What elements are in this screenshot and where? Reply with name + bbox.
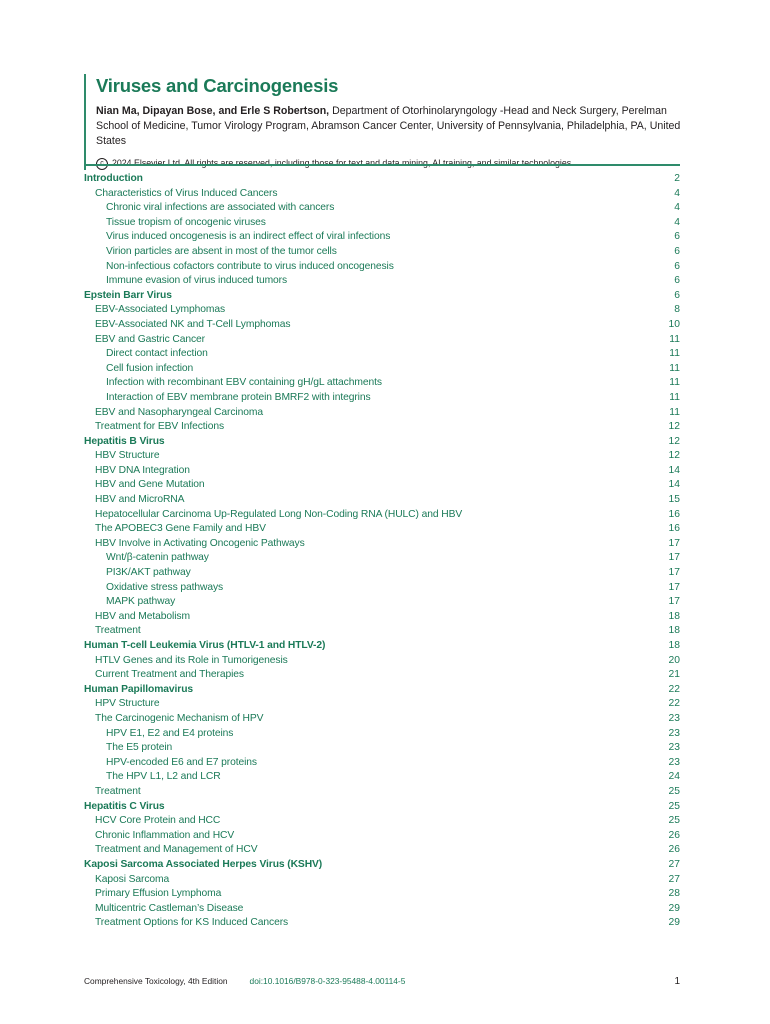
toc-entry-page[interactable]: 11 — [669, 406, 680, 418]
toc-entry[interactable] — [84, 347, 680, 362]
toc-entry[interactable] — [84, 551, 680, 566]
toc-entry-label[interactable]: The E5 protein — [106, 742, 173, 754]
toc-entry-page[interactable]: 23 — [668, 712, 680, 724]
toc-entry-page[interactable]: 15 — [668, 494, 680, 506]
toc-entry-label[interactable]: HBV and Gene Mutation — [95, 479, 205, 491]
toc-entry-page[interactable]: 4 — [674, 202, 680, 214]
toc-entry-page[interactable]: 17 — [668, 552, 680, 564]
toc-entry-page[interactable]: 27 — [668, 858, 680, 870]
toc-entry-label[interactable]: Non-infectious cofactors contribute to virus induced oncogenesis — [106, 260, 394, 272]
toc-entry[interactable] — [84, 683, 680, 698]
toc-entry[interactable] — [84, 610, 680, 625]
toc-entry[interactable] — [84, 435, 680, 450]
toc-entry-page[interactable]: 6 — [674, 289, 680, 301]
toc-entry-label[interactable]: Human T-cell Leukemia Virus (HTLV-1 and HTLV-2) — [84, 640, 326, 651]
toc-entry-label[interactable]: Treatment and Management of HCV — [95, 844, 258, 856]
toc-entry[interactable] — [84, 260, 680, 275]
toc-entry-label[interactable]: Treatment for EBV Infections — [95, 421, 225, 433]
toc-entry[interactable] — [84, 391, 680, 406]
toc-entry-label[interactable]: Virus induced oncogenesis is an indirect effect of viral infections — [106, 231, 391, 243]
toc-entry[interactable] — [84, 624, 680, 639]
author-affiliation — [96, 104, 696, 149]
toc-entry-page[interactable]: 25 — [668, 815, 680, 827]
toc-entry-page[interactable]: 25 — [668, 800, 680, 812]
toc-entry-label[interactable]: Immune evasion of virus induced tumors — [106, 275, 288, 287]
toc-entry-label[interactable]: Tissue tropism of oncogenic viruses — [106, 216, 266, 228]
toc-entry[interactable] — [84, 712, 680, 727]
toc-entry-page[interactable]: 6 — [674, 231, 680, 243]
toc-entry-page[interactable]: 28 — [668, 888, 680, 900]
toc-entry-label[interactable]: Introduction — [84, 173, 143, 184]
toc-entry-label[interactable]: Interaction of EBV membrane protein BMRF2 with integrins — [106, 391, 371, 403]
toc-entry-label[interactable]: Cell fusion infection — [106, 362, 194, 374]
toc-entry[interactable] — [84, 727, 680, 742]
toc-entry-page[interactable]: 4 — [674, 216, 680, 228]
toc-entry[interactable] — [84, 814, 680, 829]
toc-entry-page[interactable]: 8 — [674, 304, 680, 316]
toc-entry-page[interactable]: 27 — [668, 873, 680, 885]
toc-entry-label[interactable]: The HPV L1, L2 and LCR — [106, 771, 221, 783]
toc-entry-page[interactable]: 12 — [668, 435, 680, 447]
toc-entry[interactable] — [84, 362, 680, 377]
toc-entry[interactable] — [84, 522, 680, 537]
toc-entry-label[interactable]: HBV Structure — [95, 450, 160, 462]
toc-entry-label[interactable]: PI3K/AKT pathway — [106, 567, 191, 579]
toc-entry-label[interactable]: HPV-encoded E6 and E7 proteins — [106, 756, 257, 768]
toc-entry[interactable] — [84, 902, 680, 917]
toc-entry[interactable] — [84, 668, 680, 683]
doi-link[interactable]: doi:10.1016/B978-0-323-95488-4.00114-5 — [249, 976, 406, 986]
toc-entry-label[interactable]: Chronic viral infections are associated with cancers — [106, 202, 335, 214]
toc-entry[interactable] — [84, 376, 680, 391]
toc-entry-label[interactable]: The APOBEC3 Gene Family and HBV — [95, 523, 266, 535]
toc-entry-page[interactable]: 24 — [668, 771, 680, 783]
toc-entry[interactable] — [84, 187, 680, 202]
toc-entry[interactable] — [84, 230, 680, 245]
toc-entry-label[interactable]: Human Papillomavirus — [84, 683, 194, 695]
toc-entry-label[interactable]: Kaposi Sarcoma — [95, 873, 170, 885]
toc-entry-label[interactable]: Treatment — [95, 625, 141, 637]
toc-entry-label[interactable]: Treatment Options for KS Induced Cancers — [95, 917, 289, 929]
toc-entry-page[interactable]: 23 — [668, 756, 680, 768]
toc-entry-page[interactable]: 18 — [668, 625, 680, 637]
toc-entry[interactable] — [84, 478, 680, 493]
toc-entry-page[interactable]: 23 — [668, 742, 680, 754]
toc-entry-label[interactable]: EBV and Nasopharyngeal Carcinoma — [95, 406, 263, 418]
toc-entry[interactable] — [84, 829, 680, 844]
toc-entry-page[interactable]: 16 — [668, 508, 680, 520]
copyright-text: 2024 Elsevier Ltd. All rights are reserved, including those for text and data mining, AI training, and similar technologies. — [112, 158, 574, 168]
toc-entry-page[interactable]: 26 — [668, 844, 680, 856]
toc-entry-label[interactable]: HCV Core Protein and HCC — [95, 815, 221, 827]
toc-entry-page[interactable]: 11 — [669, 333, 680, 345]
toc-entry-label[interactable]: Current Treatment and Therapies — [95, 669, 244, 681]
toc-entry-label[interactable]: Wnt/β-catenin pathway — [106, 552, 209, 564]
toc-entry[interactable] — [84, 770, 680, 785]
toc-entry-label[interactable]: Hepatitis C Virus — [84, 800, 165, 812]
toc-entry-page[interactable]: 14 — [668, 479, 680, 491]
toc-entry-label[interactable]: EBV-Associated NK and T-Cell Lymphomas — [95, 318, 291, 330]
toc-entry[interactable] — [84, 916, 680, 931]
toc-entry-label[interactable]: Treatment — [95, 785, 141, 797]
toc-entry-page[interactable]: 16 — [668, 523, 680, 535]
toc-entry[interactable] — [84, 449, 680, 464]
toc-entry-label[interactable]: MAPK pathway — [106, 596, 176, 608]
toc-entry[interactable] — [84, 785, 680, 800]
toc-entry[interactable] — [84, 333, 680, 348]
page-footer — [84, 975, 680, 988]
toc-entry-label[interactable]: HTLV Genes and its Role in Tumorigenesis — [95, 654, 288, 666]
page-number: 1 — [674, 976, 680, 987]
toc-entry-page[interactable]: 11 — [669, 362, 680, 374]
toc-entry-label[interactable]: The Carcinogenic Mechanism of HPV — [95, 712, 264, 724]
toc-entry[interactable] — [84, 697, 680, 712]
toc-entry[interactable] — [84, 493, 680, 508]
toc-entry[interactable] — [84, 800, 680, 815]
toc-entry-page[interactable]: 6 — [674, 260, 680, 272]
toc-entry-page[interactable]: 2 — [674, 173, 680, 184]
toc-entry-label[interactable]: HBV and Metabolism — [95, 610, 190, 622]
toc-entry-page[interactable]: 14 — [668, 464, 680, 476]
toc-entry-label[interactable]: HBV Involve in Activating Oncogenic Pathways — [95, 537, 305, 549]
toc-entry[interactable] — [84, 843, 680, 858]
toc-entry[interactable] — [84, 303, 680, 318]
toc-entry[interactable] — [84, 566, 680, 581]
header-divider — [84, 164, 680, 166]
toc-entry[interactable] — [84, 464, 680, 479]
toc-entry[interactable] — [84, 508, 680, 523]
toc-entry[interactable] — [84, 581, 680, 596]
toc-entry-label[interactable]: Multicentric Castleman’s Disease — [95, 902, 244, 914]
toc-entry-label[interactable]: Infection with recombinant EBV containing gH/gL attachments — [106, 377, 382, 389]
toc-entry-label[interactable]: Epstein Barr Virus — [84, 289, 172, 301]
toc-entry-page[interactable]: 17 — [668, 537, 680, 549]
toc-entry-label[interactable]: HBV DNA Integration — [95, 464, 190, 476]
toc-entry-label[interactable]: HBV and MicroRNA — [95, 494, 185, 506]
toc-entry-page[interactable]: 11 — [669, 377, 680, 389]
toc-entry-page[interactable]: 23 — [668, 727, 680, 739]
toc-entry[interactable] — [84, 172, 680, 187]
copyright-icon: c — [96, 158, 108, 170]
toc-entry-page[interactable]: 17 — [668, 567, 680, 579]
toc-entry-page[interactable]: 11 — [669, 391, 680, 403]
toc-entry[interactable] — [84, 873, 680, 888]
toc-entry-page[interactable]: 18 — [668, 610, 680, 622]
toc-entry-label[interactable]: Hepatocellular Carcinoma Up-Regulated Long Non-Coding RNA (HULC) and HBV — [95, 508, 463, 520]
toc-entry-page[interactable]: 11 — [669, 348, 680, 360]
toc-entry[interactable] — [84, 216, 680, 231]
toc-entry-page[interactable]: 12 — [668, 421, 680, 433]
article-header — [84, 74, 696, 170]
toc-entry-page[interactable]: 26 — [668, 829, 680, 841]
toc-entry-page[interactable]: 10 — [668, 318, 680, 330]
toc-entry-label[interactable]: Hepatitis B Virus — [84, 435, 165, 447]
toc-entry-label[interactable]: Virion particles are absent in most of the tumor cells — [106, 245, 337, 257]
toc-entry[interactable] — [84, 595, 680, 610]
toc-entry-label[interactable]: Oxidative stress pathways — [106, 581, 224, 593]
toc-entry[interactable] — [84, 201, 680, 216]
toc-entry-page[interactable]: 12 — [668, 450, 680, 462]
toc-entry[interactable] — [84, 741, 680, 756]
toc-entry[interactable] — [84, 245, 680, 260]
toc-entry-page[interactable]: 25 — [668, 785, 680, 797]
toc-entry-label[interactable]: Kaposi Sarcoma Associated Herpes Virus (KSHV) — [84, 858, 323, 870]
author-names: Nian Ma, Dipayan Bose, and Erle S Robertson, — [96, 105, 330, 117]
table-of-contents — [84, 172, 680, 931]
toc-entry-page[interactable]: 4 — [674, 187, 680, 199]
toc-entry-label[interactable]: EBV-Associated Lymphomas — [95, 304, 225, 316]
toc-entry-page[interactable]: 22 — [668, 698, 680, 710]
toc-entry-page[interactable]: 6 — [674, 275, 680, 287]
toc-entry-page[interactable]: 29 — [668, 917, 680, 929]
toc-entry-label[interactable]: Chronic Inflammation and HCV — [95, 829, 235, 841]
toc-entry-label[interactable]: Direct contact infection — [106, 348, 208, 360]
toc-entry-label[interactable]: HPV Structure — [95, 698, 160, 710]
toc-entry-page[interactable]: 20 — [668, 654, 680, 666]
toc-entry[interactable] — [84, 756, 680, 771]
toc-entry-page[interactable]: 17 — [668, 581, 680, 593]
toc-entry[interactable] — [84, 654, 680, 669]
toc-entry[interactable] — [84, 537, 680, 552]
toc-entry-label[interactable]: Primary Effusion Lymphoma — [95, 888, 222, 900]
toc-entry-page[interactable]: 29 — [668, 902, 680, 914]
toc-entry-label[interactable]: EBV and Gastric Cancer — [95, 333, 205, 345]
toc-entry-label[interactable]: HPV E1, E2 and E4 proteins — [106, 727, 234, 739]
toc-entry[interactable] — [84, 858, 680, 873]
toc-entry[interactable] — [84, 274, 680, 289]
toc-entry[interactable] — [84, 420, 680, 435]
toc-entry-page[interactable]: 17 — [668, 596, 680, 608]
toc-entry[interactable] — [84, 289, 680, 304]
toc-entry-page[interactable]: 21 — [668, 669, 680, 681]
toc-entry-page[interactable]: 18 — [668, 640, 680, 651]
journal-name: Comprehensive Toxicology, 4th Edition — [84, 976, 228, 986]
toc-entry[interactable] — [84, 406, 680, 421]
toc-entry[interactable] — [84, 887, 680, 902]
article-title: Viruses and Carcinogenesis — [96, 75, 339, 96]
toc-entry-page[interactable]: 6 — [674, 245, 680, 257]
toc-entry-label[interactable]: Characteristics of Virus Induced Cancers — [95, 187, 278, 199]
toc-entry[interactable] — [84, 318, 680, 333]
toc-entry-page[interactable]: 22 — [668, 683, 680, 695]
toc-entry[interactable] — [84, 639, 680, 654]
affiliation-text: Department of Otorhinolaryngology -Head and Neck Surgery, Perelman School of Medicine, Tumor Virology Program, Abramson Cancer Center, University of Pennsylvania, Philadelphia, PA, United States — [96, 105, 681, 147]
